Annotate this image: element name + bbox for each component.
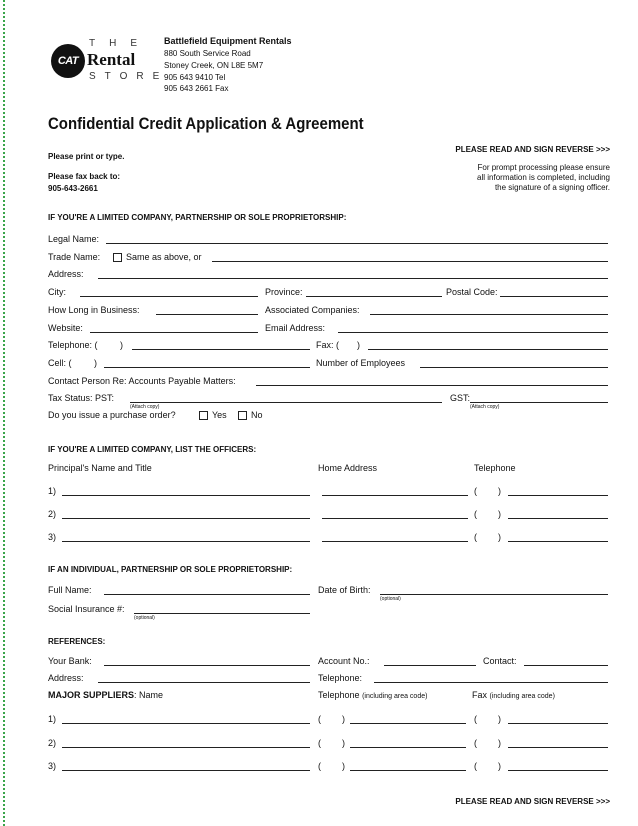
officer-2-paren-close: ) [498, 509, 501, 519]
fax-back-number: 905-643-2661 [48, 184, 98, 193]
bank-telephone-label: Telephone: [318, 673, 363, 683]
po-no-checkbox[interactable] [238, 411, 247, 420]
legal-name-label: Legal Name: [48, 234, 100, 244]
supplier-1-telephone-field[interactable] [350, 723, 466, 724]
suppliers-fax-area-note: (including area code) [489, 693, 555, 700]
officer-row-number: 1) [48, 486, 57, 496]
suppliers-telephone-text: Telephone [318, 690, 360, 700]
date-of-birth-field[interactable] [380, 594, 608, 595]
company-logo [51, 38, 169, 90]
supplier-2-name-field[interactable] [62, 747, 310, 748]
website-field[interactable] [90, 332, 258, 333]
major-suppliers-bold: MAJOR SUPPLIERS [48, 690, 135, 700]
postal-code-field[interactable] [500, 296, 608, 297]
supplier-2-fax-paren-open: ( [474, 738, 477, 748]
officer-2-name-field[interactable] [62, 518, 310, 519]
officer-2-address-field[interactable] [322, 518, 468, 519]
sin-field[interactable] [134, 613, 310, 614]
bank-field[interactable] [104, 665, 310, 666]
officers-col-telephone: Telephone [474, 463, 516, 473]
footer-read-reverse: PLEASE READ AND SIGN REVERSE >>> [455, 797, 610, 806]
officer-2-telephone-field[interactable] [508, 518, 608, 519]
officer-1-telephone-field[interactable] [508, 495, 608, 496]
same-as-above-checkbox[interactable] [113, 253, 122, 262]
gst-label: GST: [450, 393, 471, 403]
perforation-edge [3, 0, 5, 826]
bank-contact-field[interactable] [524, 665, 608, 666]
account-field[interactable] [384, 665, 476, 666]
supplier-3-fax-paren-open: ( [474, 761, 477, 771]
page-title: Confidential Credit Application & Agreement [48, 114, 364, 133]
website-label: Website: [48, 323, 83, 333]
bank-address-field[interactable] [98, 682, 310, 683]
purchase-order-question: Do you issue a purchase order? [48, 410, 176, 420]
po-yes-label: Yes [212, 410, 227, 420]
sin-label: Social Insurance #: [48, 604, 125, 614]
supplier-row-number: 2) [48, 738, 57, 748]
full-name-field[interactable] [104, 594, 310, 595]
cell-label: Cell: ( [48, 358, 72, 368]
tax-status-label: Tax Status: PST: [48, 393, 115, 403]
po-no-label: No [251, 410, 263, 420]
employees-label: Number of Employees [316, 358, 406, 368]
city-label: City: [48, 287, 66, 297]
officer-1-paren-open: ( [474, 486, 477, 496]
telephone-paren: ) [120, 340, 123, 350]
bank-contact-label: Contact: [483, 656, 517, 666]
supplier-1-name-field[interactable] [62, 723, 310, 724]
suppliers-telephone-area-note: (including area code) [362, 693, 428, 700]
telephone-field[interactable] [132, 349, 310, 350]
supplier-row-number: 1) [48, 714, 57, 724]
supplier-1-fax-paren-close: ) [498, 714, 501, 724]
officer-3-paren-close: ) [498, 532, 501, 542]
supplier-1-tel-paren-open: ( [318, 714, 321, 724]
address-label: Address: [48, 269, 84, 279]
section-company-heading: IF YOU'RE A LIMITED COMPANY, PARTNERSHIP OR SOLE PROPRIETORSHIP: [48, 213, 347, 222]
fax-label: Fax: ( [316, 340, 340, 350]
officer-1-name-field[interactable] [62, 495, 310, 496]
officer-row-number: 3) [48, 532, 57, 542]
supplier-1-tel-paren-close: ) [342, 714, 345, 724]
supplier-3-tel-paren-open: ( [318, 761, 321, 771]
officer-2-paren-open: ( [474, 509, 477, 519]
officer-1-address-field[interactable] [322, 495, 468, 496]
city-field[interactable] [80, 296, 258, 297]
province-field[interactable] [306, 296, 442, 297]
gst-field[interactable] [470, 402, 608, 403]
section-officers-heading: IF YOU'RE A LIMITED COMPANY, LIST THE OFFICERS: [48, 445, 257, 454]
officer-3-telephone-field[interactable] [508, 541, 608, 542]
address-field[interactable] [98, 278, 608, 279]
supplier-2-fax-paren-close: ) [498, 738, 501, 748]
officers-col-address: Home Address [318, 463, 378, 473]
logo-store-text: STORE [89, 71, 169, 82]
company-address-1: 880 South Service Road [164, 49, 251, 58]
read-reverse-note: PLEASE READ AND SIGN REVERSE >>> [455, 145, 610, 154]
company-address-2: Stoney Creek, ON L8E 5M7 [164, 61, 264, 70]
bank-label: Your Bank: [48, 656, 92, 666]
company-tel: 905 643 9410 Tel [164, 73, 226, 82]
suppliers-fax-text: Fax [472, 690, 488, 700]
bank-address-label: Address: [48, 673, 84, 683]
supplier-3-fax-field[interactable] [508, 770, 608, 771]
officer-1-paren-close: ) [498, 486, 501, 496]
cell-field[interactable] [104, 367, 310, 368]
supplier-3-name-field[interactable] [62, 770, 310, 771]
cell-paren: ) [94, 358, 97, 368]
cat-logo-circle: CAT [51, 44, 85, 78]
logo-rental-text: Rental [87, 50, 136, 69]
contact-person-field[interactable] [256, 385, 608, 386]
full-name-label: Full Name: [48, 585, 92, 595]
how-long-field[interactable] [156, 314, 258, 315]
supplier-2-fax-field[interactable] [508, 747, 608, 748]
officer-3-address-field[interactable] [322, 541, 468, 542]
company-name: Battlefield Equipment Rentals [164, 36, 292, 46]
suppliers-col-fax [472, 690, 555, 700]
how-long-label: How Long in Business: [48, 305, 140, 315]
trade-name-label: Trade Name: [48, 252, 101, 262]
pst-field[interactable] [130, 402, 442, 403]
postal-code-label: Postal Code: [446, 287, 498, 297]
province-label: Province: [265, 287, 303, 297]
email-label: Email Address: [265, 323, 326, 333]
supplier-row-number: 3) [48, 761, 57, 771]
logo-the-text: THE [89, 38, 151, 49]
supplier-2-telephone-field[interactable] [350, 747, 466, 748]
major-suppliers-label [48, 690, 163, 700]
employees-field[interactable] [420, 367, 608, 368]
fax-paren: ) [357, 340, 360, 350]
supplier-3-tel-paren-close: ) [342, 761, 345, 771]
dob-optional-note: (optional) [380, 596, 401, 602]
telephone-label: Telephone: ( [48, 340, 98, 350]
officer-row-number: 2) [48, 509, 57, 519]
section-references-heading: REFERENCES: [48, 637, 106, 646]
supplier-2-tel-paren-close: ) [342, 738, 345, 748]
po-yes-checkbox[interactable] [199, 411, 208, 420]
company-fax: 905 643 2661 Fax [164, 84, 229, 93]
suppliers-col-telephone [318, 690, 427, 700]
supplier-1-fax-paren-open: ( [474, 714, 477, 724]
pst-attach-copy-note: (Attach copy) [130, 404, 160, 410]
associated-companies-label: Associated Companies: [265, 305, 360, 315]
major-suppliers-name-suffix: : Name [134, 690, 164, 700]
officers-col-name: Principal's Name and Title [48, 463, 152, 473]
gst-attach-copy-note: (Attach copy) [470, 404, 500, 410]
prompt-line-1: For prompt processing please ensure [477, 163, 610, 172]
fax-back-label: Please fax back to: [48, 172, 121, 181]
associated-companies-field[interactable] [370, 314, 608, 315]
contact-person-label: Contact Person Re: Accounts Payable Matters: [48, 376, 236, 386]
officer-3-name-field[interactable] [62, 541, 310, 542]
supplier-2-tel-paren-open: ( [318, 738, 321, 748]
supplier-3-telephone-field[interactable] [350, 770, 466, 771]
email-field[interactable] [338, 332, 608, 333]
officer-3-paren-open: ( [474, 532, 477, 542]
bank-telephone-field[interactable] [374, 682, 608, 683]
supplier-3-fax-paren-close: ) [498, 761, 501, 771]
same-as-above-label: Same as above, or [126, 252, 202, 262]
supplier-1-fax-field[interactable] [508, 723, 608, 724]
prompt-line-3: the signature of a signing officer. [494, 183, 610, 192]
legal-name-field[interactable] [106, 243, 608, 244]
sin-optional-note: (optional) [134, 615, 155, 621]
account-label: Account No.: [318, 656, 370, 666]
prompt-line-2: all information is completed, including [477, 173, 610, 182]
fax-field[interactable] [368, 349, 608, 350]
section-individual-heading: IF AN INDIVIDUAL, PARTNERSHIP OR SOLE PROPRIETORSHIP: [48, 565, 293, 574]
print-instruction: Please print or type. [48, 152, 125, 161]
date-of-birth-label: Date of Birth: [318, 585, 371, 595]
trade-name-field[interactable] [212, 261, 608, 262]
